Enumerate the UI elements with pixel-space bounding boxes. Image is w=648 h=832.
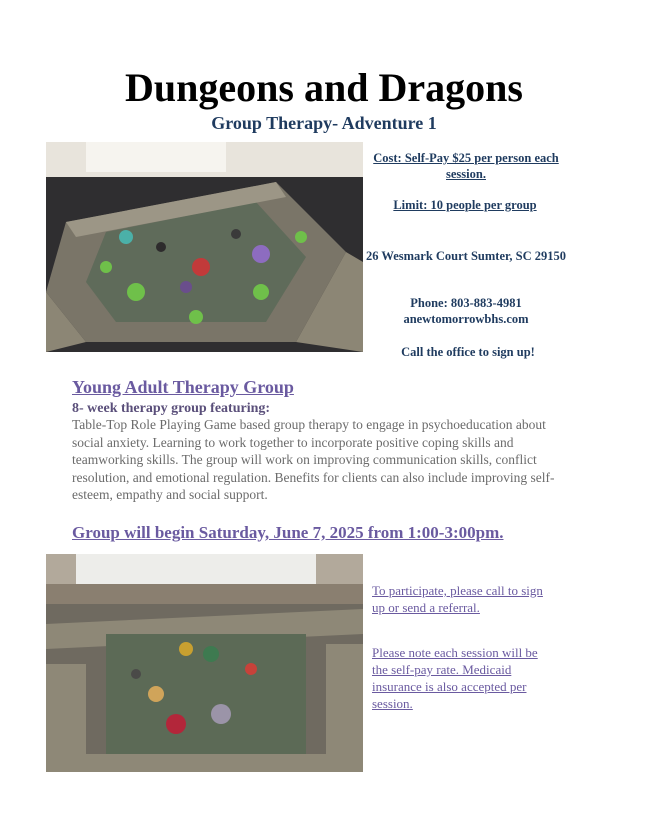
section-subtitle: 8- week therapy group featuring: bbox=[72, 401, 271, 416]
page-title: Dungeons and Dragons bbox=[125, 65, 523, 110]
page-subtitle: Group Therapy- Adventure 1 bbox=[211, 113, 437, 133]
address-info: 26 Wesmark Court Sumter, SC 29150 bbox=[366, 249, 567, 263]
game-board-photo-top bbox=[46, 142, 363, 352]
participate-note: To participate, please call to sign up or send a referral. bbox=[372, 583, 543, 615]
phone-info: Phone: 803-883-4981 bbox=[410, 296, 522, 310]
payment-note: Please note each session will be the self-pay rate. Medicaid insurance is also accepted per session. bbox=[372, 645, 538, 711]
section-title: Young Adult Therapy Group bbox=[72, 377, 294, 397]
game-board-photo-bottom bbox=[46, 554, 363, 772]
limit-info: Limit: 10 people per group bbox=[393, 198, 537, 212]
cost-info: Cost: Self-Pay $25 per person each session. bbox=[373, 151, 559, 181]
website-info: anewtomorrowbhs.com bbox=[403, 312, 529, 326]
call-info: Call the office to sign up! bbox=[401, 345, 535, 359]
group-description: Table-Top Role Playing Game based group therapy to engage in psychoeducation about social anxiety. Learning to work together to incorporate positive coping skills and teamworking skills. The group will work on improving communication skills, conflict resolution, and emotional regulation. Benefits for clients can also include improving self-esteem, empathy and social support. bbox=[72, 417, 555, 502]
start-date: Group will begin Saturday, June 7, 2025 from 1:00-3:00pm. bbox=[72, 523, 504, 542]
